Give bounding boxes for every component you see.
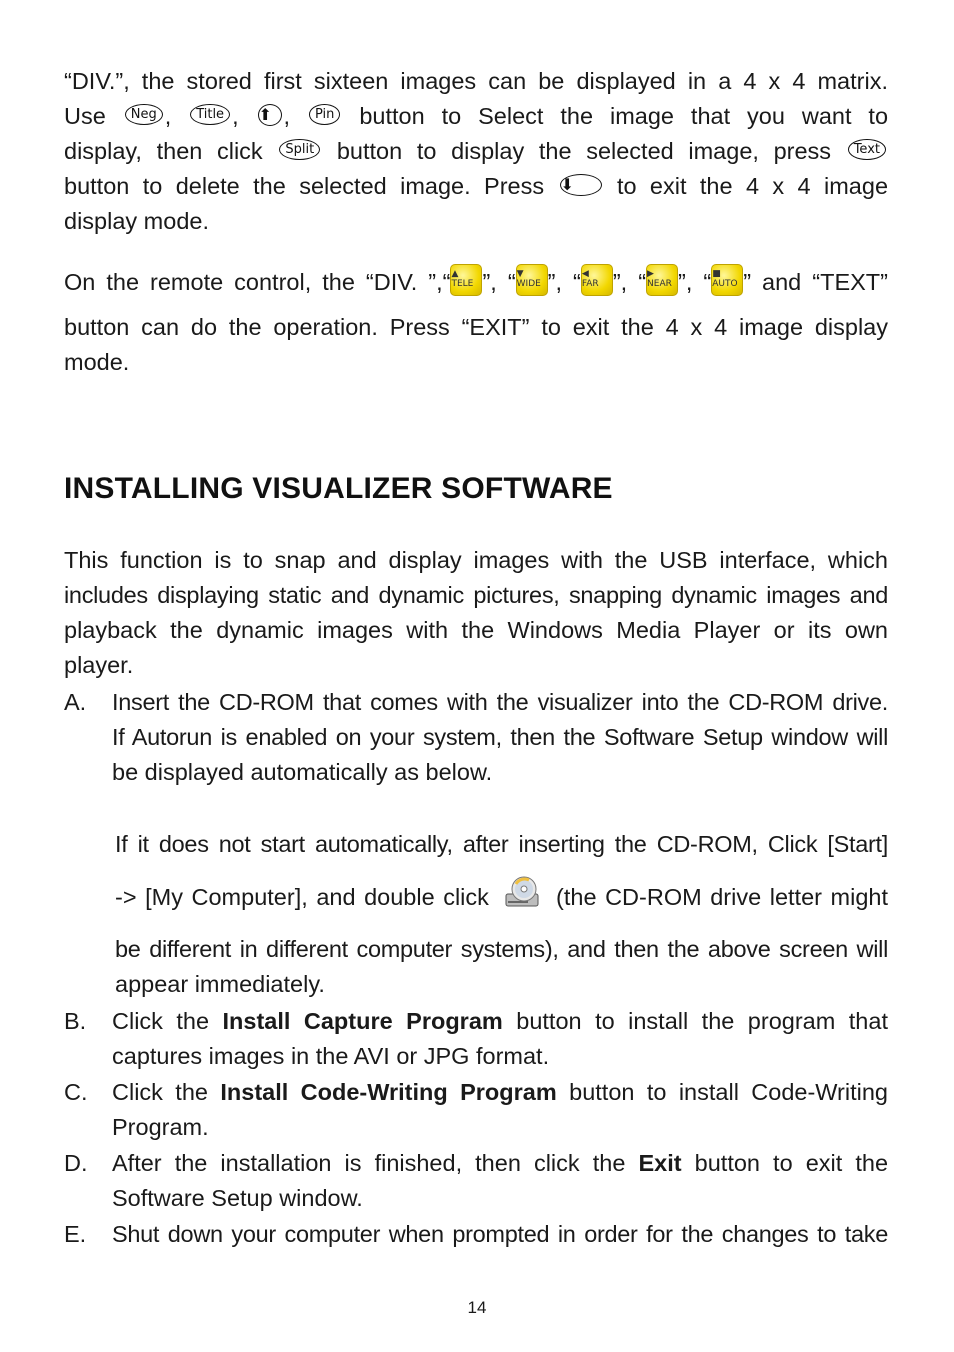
step-label: B.: [64, 1008, 87, 1034]
text-line: captures images in the AVI or JPG format.: [112, 1043, 550, 1069]
step-a-subtext: [115, 827, 888, 1002]
text-line: appear immediately.: [115, 971, 325, 997]
neg-button-icon: Neg: [125, 104, 163, 125]
page-number: 14: [467, 1298, 487, 1317]
button-label: TELE: [451, 278, 474, 289]
text: ,: [232, 103, 239, 129]
install-code-writing-program-label: Install Code-Writing Program: [220, 1079, 557, 1105]
install-capture-program-label: Install Capture Program: [222, 1008, 503, 1034]
step-text: [112, 685, 888, 790]
text: button to exit the: [694, 1150, 889, 1176]
text: Click the: [112, 1079, 208, 1105]
step-label: C.: [64, 1079, 88, 1105]
arrow-glyph: ■: [712, 268, 721, 279]
text-line: playback the dynamic images with the Windows Media Player or its own: [64, 617, 888, 643]
text-line: [64, 262, 888, 310]
text: After the installation is finished, then click the: [112, 1150, 626, 1176]
text: (the CD-ROM drive letter might: [556, 884, 888, 910]
text-line: includes displaying static and dynamic pictures, snapping dynamic images and: [64, 582, 888, 608]
text-line: If Autorun is enabled on your system, then the Software Setup window will: [112, 724, 888, 750]
up-arrow-button-icon: ⬆: [258, 104, 282, 126]
text-line: [64, 169, 888, 204]
exit-label: Exit: [638, 1150, 682, 1176]
arrow-glyph: ▶: [647, 268, 654, 279]
paragraph-remote-control: [64, 262, 888, 380]
arrow-glyph: ▼: [516, 268, 524, 279]
button-label: WIDE: [516, 278, 541, 289]
text-line: [112, 1146, 888, 1181]
text: ,: [283, 103, 291, 129]
text: to exit the 4 x 4 image: [616, 173, 889, 199]
text: ”, “: [482, 269, 516, 295]
arrow-glyph: ▲: [451, 268, 459, 279]
step-text: [112, 1004, 888, 1074]
near-button-icon: [646, 264, 678, 296]
text: button to delete the selected image. Press: [64, 173, 545, 199]
text: -> [My Computer], and double click: [115, 884, 489, 910]
step-label: D.: [64, 1150, 88, 1176]
button-label: NEAR: [647, 278, 672, 289]
text-line: Shut down your computer when prompted in order for the changes to take: [112, 1221, 888, 1247]
button-label: FAR: [581, 278, 599, 289]
text: On the remote control, the “DIV. ”,“: [64, 269, 451, 295]
step-label: A.: [64, 689, 87, 715]
text-line: be displayed automatically as below.: [112, 759, 493, 785]
text-button-icon: Text: [848, 139, 886, 160]
text: ”, “: [678, 269, 712, 295]
text: Use: [64, 103, 106, 129]
text: ” and “TEXT”: [743, 269, 888, 295]
text: ,: [164, 103, 172, 129]
step-label: E.: [64, 1221, 87, 1247]
text: button to Select the image that you want to: [359, 103, 889, 129]
text-line: button can do the operation. Press “EXIT” to exit the 4 x 4 image display: [64, 314, 888, 340]
text: ”, “: [547, 269, 581, 295]
text: ”, “: [612, 269, 647, 295]
text-line: [115, 862, 888, 932]
text-line: [64, 99, 888, 134]
down-arrow-button-icon: ⬇: [560, 174, 602, 196]
text-line: Software Setup window.: [112, 1185, 363, 1211]
step-text: [112, 1217, 888, 1252]
text-line: Program.: [112, 1114, 209, 1140]
auto-button-icon: [711, 264, 743, 296]
text: Click the: [112, 1008, 210, 1034]
text: button to install Code-Writing: [569, 1079, 888, 1105]
text: display, then click: [64, 138, 263, 164]
arrow-glyph: ◀: [581, 268, 589, 279]
step-text: [112, 1075, 888, 1145]
text-line: display mode.: [64, 208, 209, 234]
text-line: “DIV.”, the stored first sixteen images can be displayed in a 4 x 4 matrix.: [64, 68, 888, 94]
text-line: [112, 1004, 888, 1039]
section-heading: INSTALLING VISUALIZER SOFTWARE: [64, 472, 613, 505]
text-line: Insert the CD-ROM that comes with the visualizer into the CD-ROM drive.: [112, 689, 888, 715]
text-line: If it does not start automatically, after inserting the CD-ROM, Click [Start]: [115, 831, 888, 857]
cd-rom-drive-icon: [505, 876, 539, 910]
text-line: be different in different computer systems), and then the above screen will: [115, 936, 888, 962]
title-button-icon: Title: [190, 104, 230, 125]
paragraph-intro: [64, 543, 888, 683]
step-text: [112, 1146, 888, 1216]
text-line: [112, 1075, 888, 1110]
text: button to display the selected image, press: [336, 138, 832, 164]
far-button-icon: [581, 264, 613, 296]
text-line: This function is to snap and display images with the USB interface, which: [64, 547, 888, 573]
paragraph-div-instructions: [64, 64, 888, 239]
pin-button-icon: Pin: [309, 104, 340, 125]
split-button-icon: Split: [279, 139, 320, 160]
text-line: player.: [64, 652, 134, 678]
button-label: AUTO: [712, 278, 738, 289]
text-line: mode.: [64, 349, 130, 375]
wide-button-icon: [516, 264, 548, 296]
text-line: [64, 134, 888, 169]
tele-button-icon: [450, 264, 482, 296]
text: button to install the program that: [516, 1008, 888, 1034]
